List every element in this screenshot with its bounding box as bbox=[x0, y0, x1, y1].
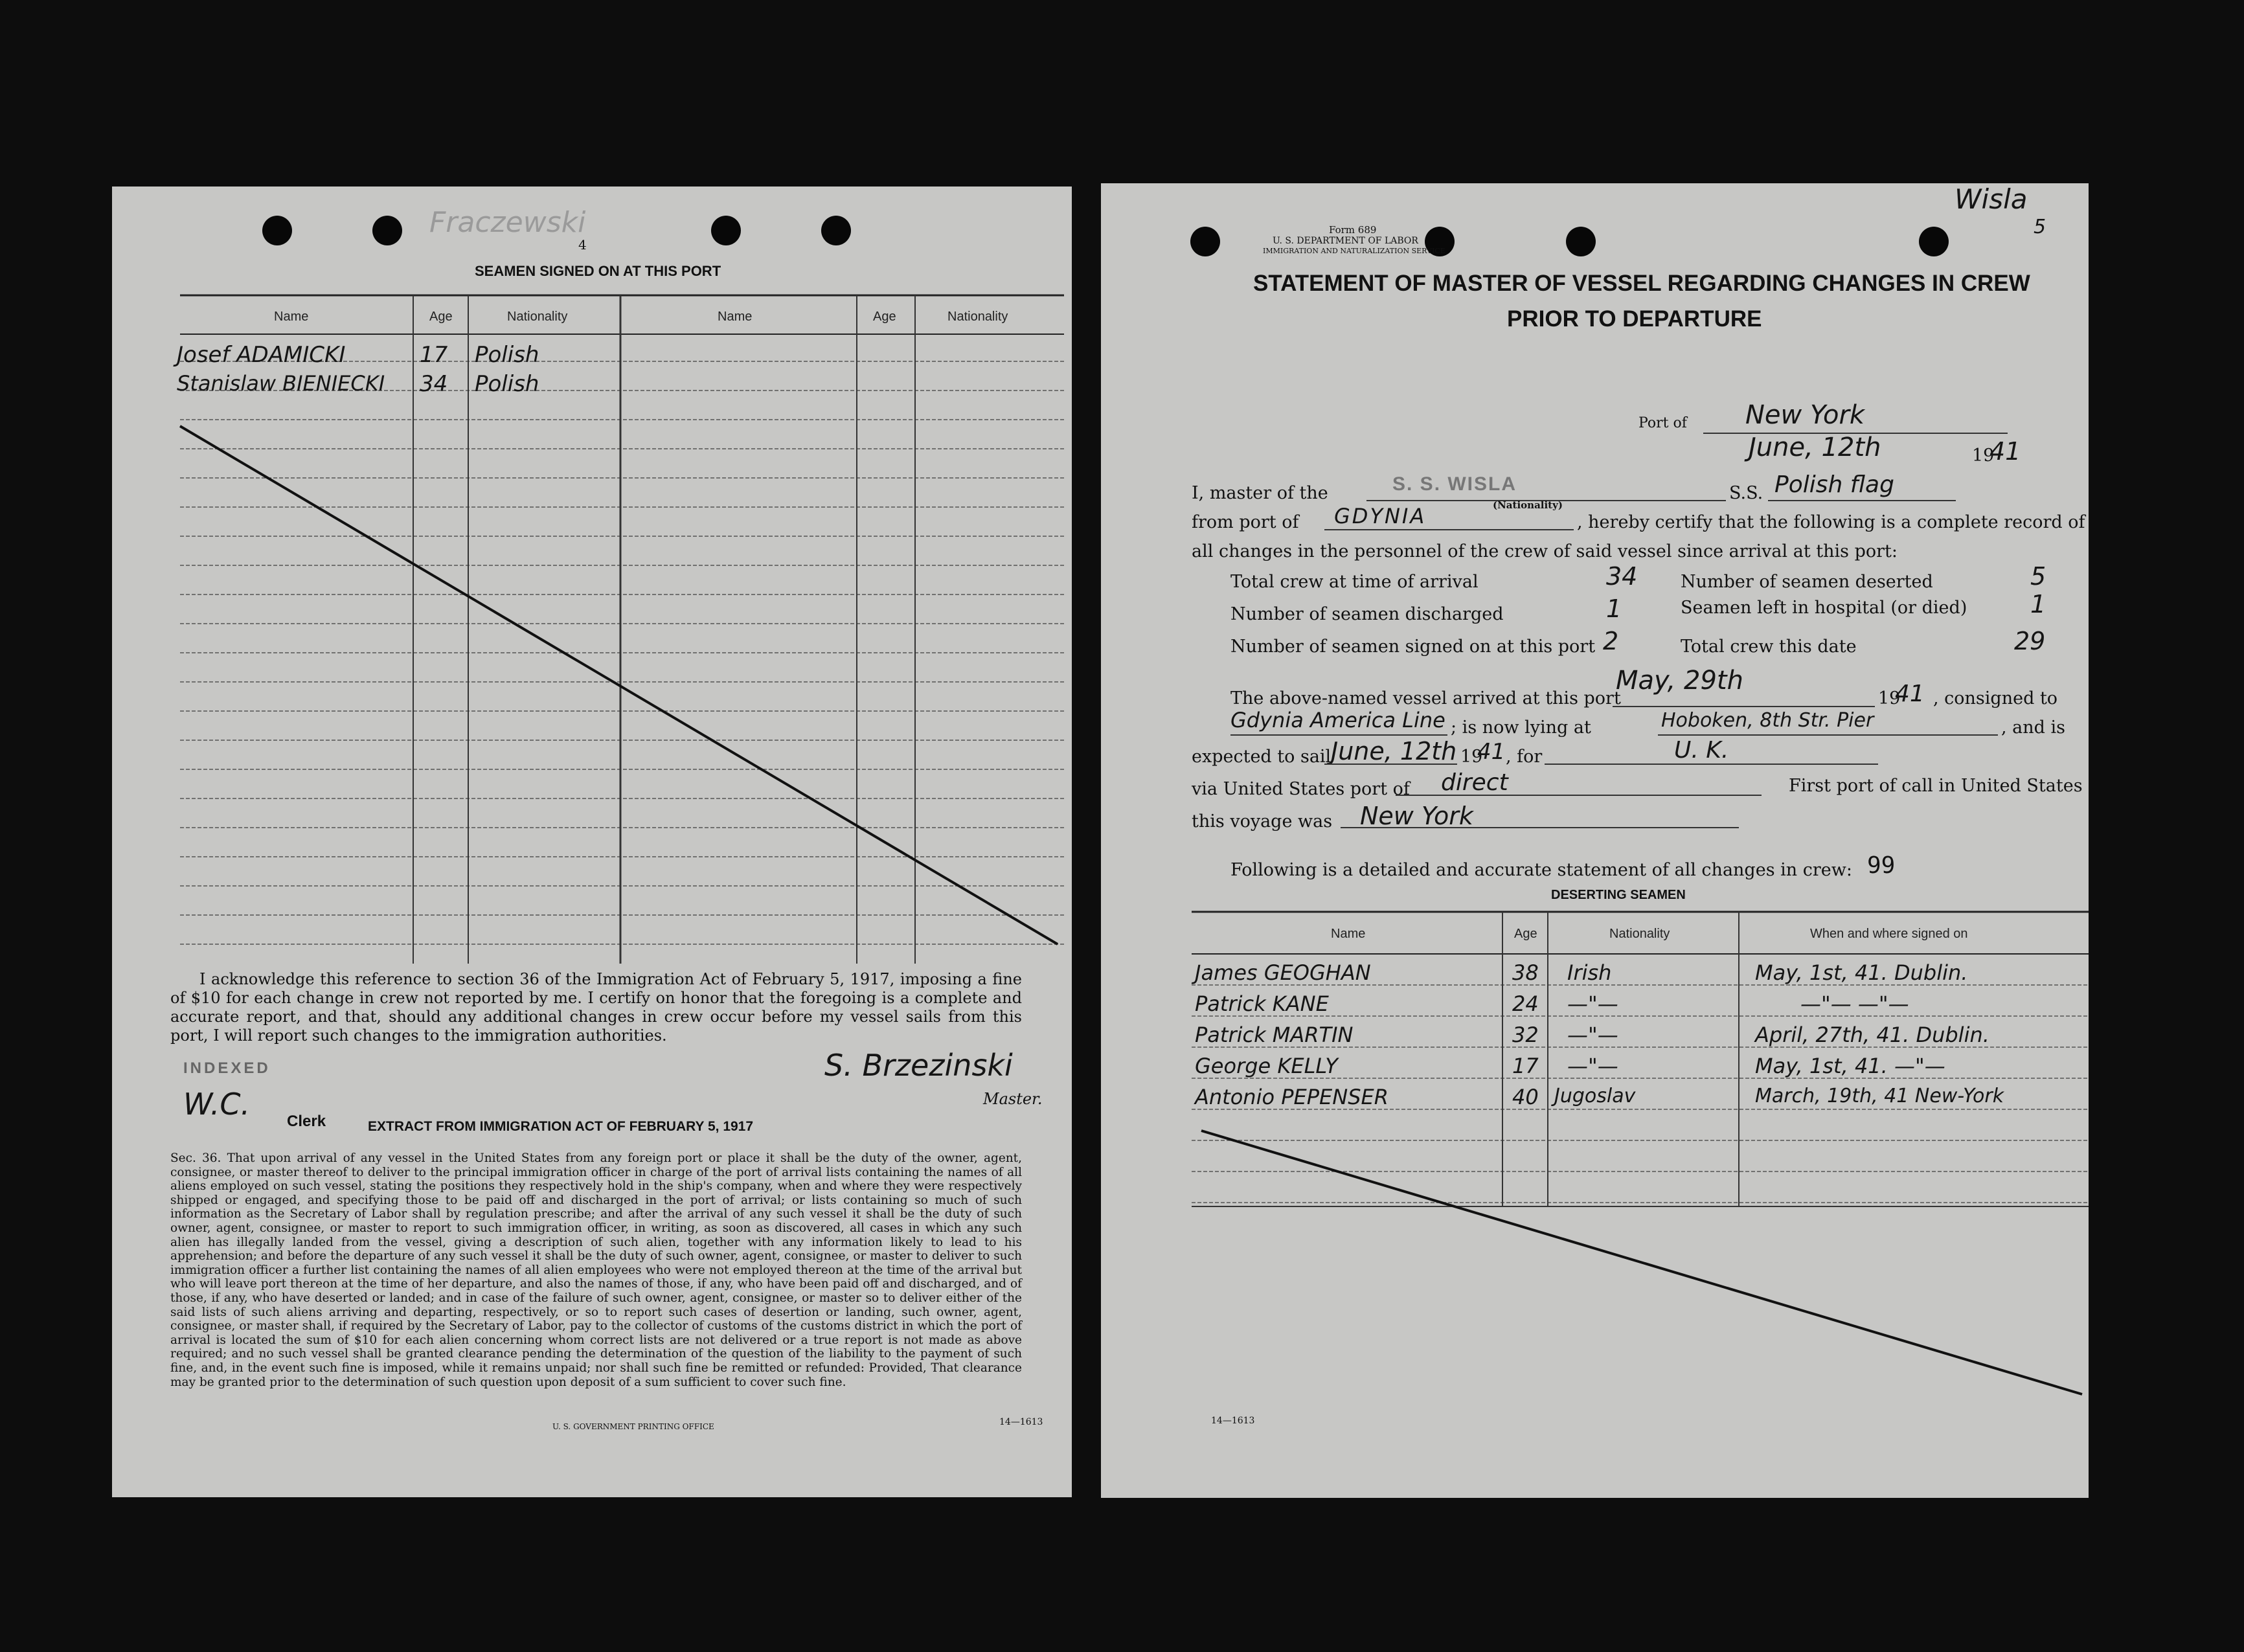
all-changes-text: all changes in the personnel of the crew of said vessel since arrival at this port: bbox=[1192, 541, 1898, 561]
col-header-age-2: Age bbox=[873, 310, 896, 324]
margin-handwriting: Fraczewski bbox=[429, 206, 586, 239]
consigned-label: , consigned to bbox=[1933, 688, 2058, 708]
consignee-value: Gdynia America Line bbox=[1230, 708, 1445, 732]
ss-label: S.S. bbox=[1729, 483, 1763, 503]
master-of-label: I, master of the bbox=[1192, 483, 1328, 503]
arrived-value: May, 29th bbox=[1616, 666, 1743, 696]
via-label: via United States port of bbox=[1192, 779, 1410, 799]
row-signed-on: March, 19th, 41 New-York bbox=[1755, 1085, 2004, 1107]
stamp-number: 99 bbox=[1867, 852, 1896, 879]
right-page bbox=[1101, 183, 2089, 1498]
clerk-label: Clerk bbox=[287, 1113, 326, 1130]
master-label: Master. bbox=[983, 1090, 1043, 1108]
extract-title: EXTRACT FROM IMMIGRATION ACT OF FEBRUARY 5, 1917 bbox=[368, 1119, 754, 1134]
cancel-line bbox=[180, 426, 1058, 944]
stat-label: Total crew at time of arrival bbox=[1230, 572, 1479, 592]
row-name: Josef ADAMICKI bbox=[177, 342, 346, 368]
title-line-1: STATEMENT OF MASTER OF VESSEL REGARDING CHANGES IN CREW bbox=[1253, 271, 2030, 296]
cancel-line bbox=[1201, 1131, 2082, 1394]
sail-year-prefix: 19 bbox=[1460, 747, 1483, 767]
expected-label: expected to sail bbox=[1192, 747, 1332, 767]
flag-value: Polish flag bbox=[1774, 471, 1894, 498]
row-age: 38 bbox=[1512, 960, 1539, 985]
stat-label: Seamen left in hospital (or died) bbox=[1681, 598, 1967, 618]
stat-value: 1 bbox=[2030, 590, 2046, 618]
year-value: 41 bbox=[1989, 437, 2021, 466]
stat-value: 2 bbox=[1603, 627, 1619, 655]
row-signed-on: May, 1st, 41. —"— bbox=[1755, 1054, 1945, 1078]
master-signature: S. Brzezinski bbox=[824, 1048, 1013, 1083]
row-name: Patrick KANE bbox=[1195, 991, 1329, 1016]
clerk-initials: W.C. bbox=[183, 1087, 251, 1122]
nationality-label: (Nationality) bbox=[1493, 499, 1563, 511]
row-name: Patrick MARTIN bbox=[1195, 1023, 1354, 1047]
following-text: Following is a detailed and accurate statement of all changes in crew: bbox=[1230, 860, 1852, 880]
col-header-name-2: Name bbox=[718, 310, 753, 324]
form-code: 14—1613 bbox=[1211, 1416, 1255, 1426]
stat-label: Number of seamen deserted bbox=[1681, 572, 1933, 592]
signed-on-table-lines bbox=[112, 187, 1072, 964]
deserting-title: DESERTING SEAMEN bbox=[1551, 888, 1686, 902]
corner-number: 5 bbox=[2034, 216, 2046, 238]
for-label: , for bbox=[1506, 747, 1543, 767]
arrived-label: The above-named vessel arrived at this port bbox=[1230, 688, 1621, 708]
row-name: George KELLY bbox=[1195, 1054, 1338, 1078]
sail-date-value: June, 12th bbox=[1331, 737, 1457, 765]
vessel-name: S. S. WISLA bbox=[1392, 473, 1517, 495]
arrived-year: 41 bbox=[1895, 681, 1925, 707]
row-nationality: Irish bbox=[1567, 960, 1612, 985]
col-header-nationality: Nationality bbox=[507, 310, 568, 324]
certify-text: , hereby certify that the following is a complete record of bbox=[1577, 512, 2085, 532]
row-age: 32 bbox=[1512, 1023, 1539, 1047]
row-nationality: Polish bbox=[475, 371, 539, 397]
row-signed-on: May, 1st, 41. Dublin. bbox=[1755, 960, 1968, 985]
lying-value: Hoboken, 8th Str. Pier bbox=[1661, 709, 1874, 732]
arrived-year-prefix: 19 bbox=[1878, 688, 1901, 708]
printing-office: U. S. GOVERNMENT PRINTING OFFICE bbox=[552, 1422, 714, 1431]
row-signed-on: April, 27th, 41. Dublin. bbox=[1755, 1023, 1989, 1047]
voyage-label: this voyage was bbox=[1192, 811, 1333, 832]
first-call-label: First port of call in United States bbox=[1789, 776, 2083, 796]
row-age: 17 bbox=[420, 342, 448, 368]
port-label: Port of bbox=[1638, 415, 1687, 431]
form-number: Form 689 bbox=[1329, 224, 1377, 236]
year-prefix: 19 bbox=[1972, 446, 1995, 466]
lying-label: ; is now lying at bbox=[1451, 718, 1591, 738]
extract-text: Sec. 36. That upon arrival of any vessel in the United States from any foreign port or place it shall be the duty of the owner, agent, consignee, or master thereof to deliver to the principal immigration officer in charge of the port of arrival lists containing the names of all aliens employed on such vessel, stating the positions they respectively hold in the ship's company, when and where they were respectively shipped or engaged, and specifying those to be paid off and discharged in the port of arrival; or lists containing so much of such information as the Secretary of Labor shall by regulation prescribe; and after the arrival of any such vessel it shall be the duty of such owner, agent, consignee, or master to report to such immigration officer, in writing, as soon as discovered, all cases in which any such alien has illegally landed from the vessel, giving a description of such alien, together with any information likely to lead to his apprehension; and before the departure of any such vessel it shall be the duty of such owner, agent, consignee, or master to deliver to such immigration officer a further list containing the names of all alien employees who were not employed thereon at the time of the arrival but who will leave port thereon at the time of her departure, and also the names of those, if any, who have been paid off and discharged, and of those, if any, who have deserted or landed; and in case of the failure of such owner, agent, consignee, or master so to deliver either of the said lists of such aliens arriving and departing, respectively, or so to report such cases of desertion or landing, such owner, agent, consignee, or master shall, if required by the Secretary of Labor, pay to the collector of customs of the customs district in which the port of arrival is located the sum of $10 for each alien concerning whom correct lists are not delivered or a true report is not made as above required; and no such vessel shall be granted clearance pending the determination of the question of the liability to the payment of such fine, and, in the event such fine is imposed, while it remains unpaid; nor shall such fine be remitted or refunded: Provided, That clearance may be granted prior to the determination of such question upon deposit of a sum sufficient to cover such fine. bbox=[170, 1151, 1022, 1389]
row-age: 24 bbox=[1512, 991, 1539, 1016]
form-code: 14—1613 bbox=[999, 1417, 1043, 1427]
stat-value: 34 bbox=[1606, 562, 1638, 591]
col-header-age: Age bbox=[1514, 927, 1537, 941]
service: IMMIGRATION AND NATURALIZATION SERVICE bbox=[1263, 247, 1445, 255]
row-nationality: Polish bbox=[475, 342, 539, 368]
row-age: 17 bbox=[1512, 1054, 1539, 1078]
destination-value: U. K. bbox=[1674, 737, 1729, 764]
col-header-nationality-2: Nationality bbox=[947, 310, 1008, 324]
department: U. S. DEPARTMENT OF LABOR bbox=[1273, 236, 1418, 246]
stat-label: Total crew this date bbox=[1681, 637, 1857, 657]
voyage-value: New York bbox=[1360, 802, 1473, 830]
col-header-age: Age bbox=[429, 310, 453, 324]
row-nationality: —"— bbox=[1567, 1023, 1618, 1047]
sail-year: 41 bbox=[1477, 739, 1506, 765]
corner-note: Wisla bbox=[1955, 183, 2028, 215]
row-name: James GEOGHAN bbox=[1195, 960, 1371, 985]
col-header-name: Name bbox=[274, 310, 309, 324]
via-value: direct bbox=[1441, 769, 1508, 796]
from-port-label: from port of bbox=[1192, 512, 1299, 532]
row-name: Antonio PEPENSER bbox=[1195, 1085, 1388, 1109]
deserting-table-lines bbox=[1101, 183, 2089, 1498]
date-value: June, 12th bbox=[1749, 433, 1881, 462]
row-age: 40 bbox=[1512, 1085, 1539, 1109]
stat-value: 1 bbox=[1606, 594, 1622, 623]
from-port-value: GDYNIA bbox=[1334, 504, 1427, 528]
left-page bbox=[112, 187, 1072, 1497]
row-name: Stanislaw BIENIECKI bbox=[177, 371, 385, 396]
stat-label: Number of seamen signed on at this port bbox=[1230, 637, 1596, 657]
col-header-name: Name bbox=[1331, 927, 1366, 941]
stat-label: Number of seamen discharged bbox=[1230, 604, 1504, 624]
row-nationality: —"— bbox=[1567, 1054, 1618, 1078]
stat-value: 29 bbox=[2014, 627, 2046, 655]
row-nationality: Jugoslav bbox=[1554, 1085, 1636, 1107]
row-signed-on: —"— —"— bbox=[1800, 991, 1909, 1016]
row-age: 34 bbox=[420, 371, 448, 397]
row-nationality: —"— bbox=[1567, 991, 1618, 1016]
and-is-label: , and is bbox=[2001, 718, 2066, 738]
col-header-signed-on: When and where signed on bbox=[1810, 927, 1968, 941]
acknowledgment-text: I acknowledge this reference to section 36 of the Immigration Act of February 5, 1917, imposing a fine of $10 for each change in crew not reported by me. I certify on honor that the foregoing is a complete and accurate report, and that, should any additional changes in crew occur before my vessel sails from this port, I will report such changes to the immigration authorities. bbox=[170, 970, 1022, 1045]
title-line-2: PRIOR TO DEPARTURE bbox=[1507, 306, 1762, 332]
port-value: New York bbox=[1745, 400, 1865, 430]
page-number: 4 bbox=[578, 237, 587, 253]
section-title: SEAMEN SIGNED ON AT THIS PORT bbox=[475, 263, 721, 279]
indexed-stamp: INDEXED bbox=[183, 1059, 271, 1077]
stat-value: 5 bbox=[2030, 562, 2046, 591]
col-header-nationality: Nationality bbox=[1609, 927, 1670, 941]
